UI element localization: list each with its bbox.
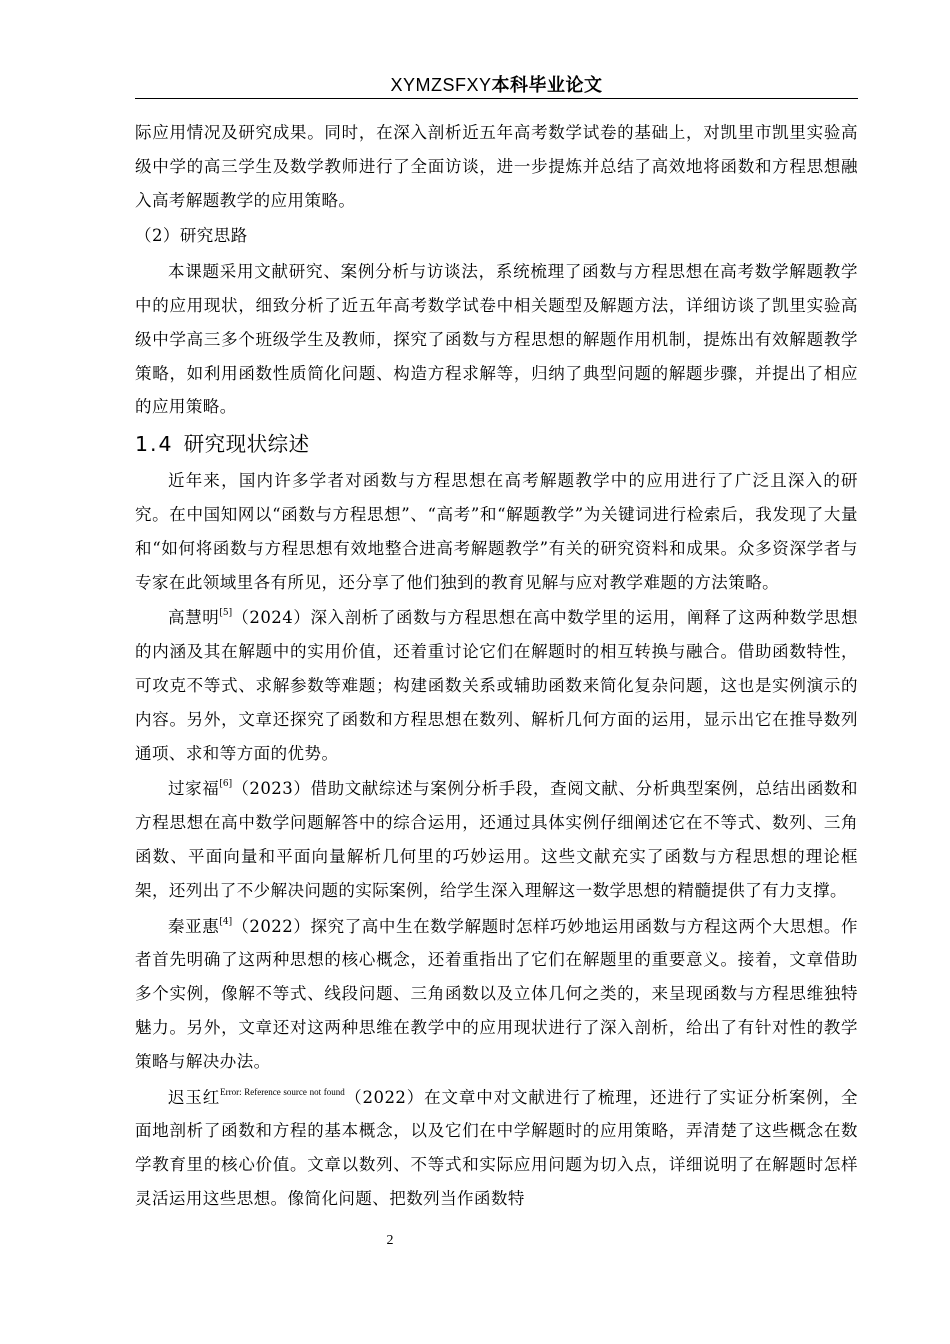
citation-ref: [4] bbox=[219, 916, 233, 927]
page-number: 2 bbox=[386, 1233, 394, 1248]
paragraph-qin-yahui bbox=[135, 910, 858, 1079]
author-name: 过家福 bbox=[168, 779, 220, 799]
paragraph-research-approach: 本课题采用文献研究、案例分析与访谈法，系统梳理了函数与方程思想在高考数学解题教学中的应用现状，细致分析了近五年高考数学试卷中相关题型及解题方法，详细访谈了凯里实验高级中学高三多个班级学生及教师，探究了函数与方程思想的解题作用机制，提炼出有效解题教学策略，如利用函数性质简化问题、构造方程求解等，归纳了典型问题的解题步骤，并提出了相应的应用策略。 bbox=[135, 262, 858, 417]
citation-ref: [6] bbox=[219, 779, 233, 790]
citation-ref-error: Error: Reference source not found bbox=[220, 1086, 345, 1097]
header-code: XYMZSFXY bbox=[390, 75, 492, 95]
citation-ref: [5] bbox=[219, 608, 233, 619]
header-title: 本科毕业论文 bbox=[491, 75, 603, 96]
paragraph-text: （2022）探究了高中生在数学解题时怎样巧妙地运用函数与方程这两个大思想。作者首先明确了这两种思想的核心概念，还着重指出了它们在解题里的重要意义。接着，文章借助多个实例，像解不等式、线段问题、三角函数以及立体几何之类的，来呈现函数与方程思维独特魅力。另外，文章还对这两种思维在教学中的应用现状进行了深入剖析，给出了有针对性的教学策略与解决办法。 bbox=[135, 916, 859, 1071]
paragraph-text: （2023）借助文献综述与案例分析手段，查阅文献、分析典型案例，总结出函数和方程思想在高中数学问题解答中的综合运用，还通过具体实例仔细阐述它在不等式、数列、三角函数、平面向量和平面向量解析几何里的巧妙运用。这些文献充实了函数与方程思想的理论框架，还列出了不少解决问题的实际案例，给学生深入理解这一数学思想的精髓提供了有力支撑。 bbox=[135, 779, 859, 900]
body-text bbox=[135, 116, 858, 1218]
paragraph-continuation: 际应用情况及研究成果。同时，在深入剖析近五年高考数学试卷的基础上，对凯里市凯里实验高级中学的高三学生及数学教师进行了全面访谈，进一步提炼并总结了高效地将函数和方程思想融入高考解题教学的应用策略。 bbox=[135, 123, 858, 210]
header-divider bbox=[135, 98, 858, 99]
section-title: 研究现状综述 bbox=[183, 432, 310, 457]
author-name: 秦亚惠 bbox=[168, 916, 220, 936]
paragraph-text: （2022）在文章中对文献进行了梳理，还进行了实证分析案例，全面地剖析了函数和方程的基本概念，以及它们在中学解题时的应用策略，弄清楚了这些概念在数学教育里的核心价值。文章以数列、不等式和实际应用问题为切入点，详细说明了在解题时怎样灵活运用这些思想。像简化问题、把数列当作函数特 bbox=[135, 1087, 858, 1208]
subheading-research-approach: （2）研究思路 bbox=[135, 226, 248, 246]
author-name: 迟玉红 bbox=[168, 1087, 221, 1107]
paragraph-overview: 近年来，国内许多学者对函数与方程思想在高考解题教学中的应用进行了广泛且深入的研究。在中国知网以“函数与方程思想”、“高考”和“解题教学”为关键词进行检索后，我发现了大量和“如何将函数与方程思想有效地整合进高考解题教学”有关的研究资料和成果。众多资深学者与专家在此领域里各有所见，还分享了他们独到的教育见解与应对教学难题的方法策略。 bbox=[135, 471, 858, 592]
section-heading bbox=[135, 426, 858, 462]
author-name: 高慧明 bbox=[168, 608, 220, 628]
paragraph-chi-yuhong bbox=[135, 1081, 858, 1216]
section-number: 1.4 bbox=[135, 432, 174, 457]
page-header bbox=[135, 72, 858, 98]
paragraph-text: （2024）深入剖析了函数与方程思想在高中数学里的运用，阐释了这两种数学思想的内涵及其在解题中的实用价值，还着重讨论它们在解题时的相互转换与融合。借助函数特性，可攻克不等式、求解参数等难题；构建函数关系或辅助函数来简化复杂问题，这也是实例演示的内容。另外，文章还探究了函数和方程思想在数列、解析几何方面的运用，显示出它在推导数列通项、求和等方面的优势。 bbox=[135, 608, 859, 763]
paragraph-guo-jiafu bbox=[135, 772, 858, 907]
paragraph-gao-huiming bbox=[135, 601, 858, 770]
